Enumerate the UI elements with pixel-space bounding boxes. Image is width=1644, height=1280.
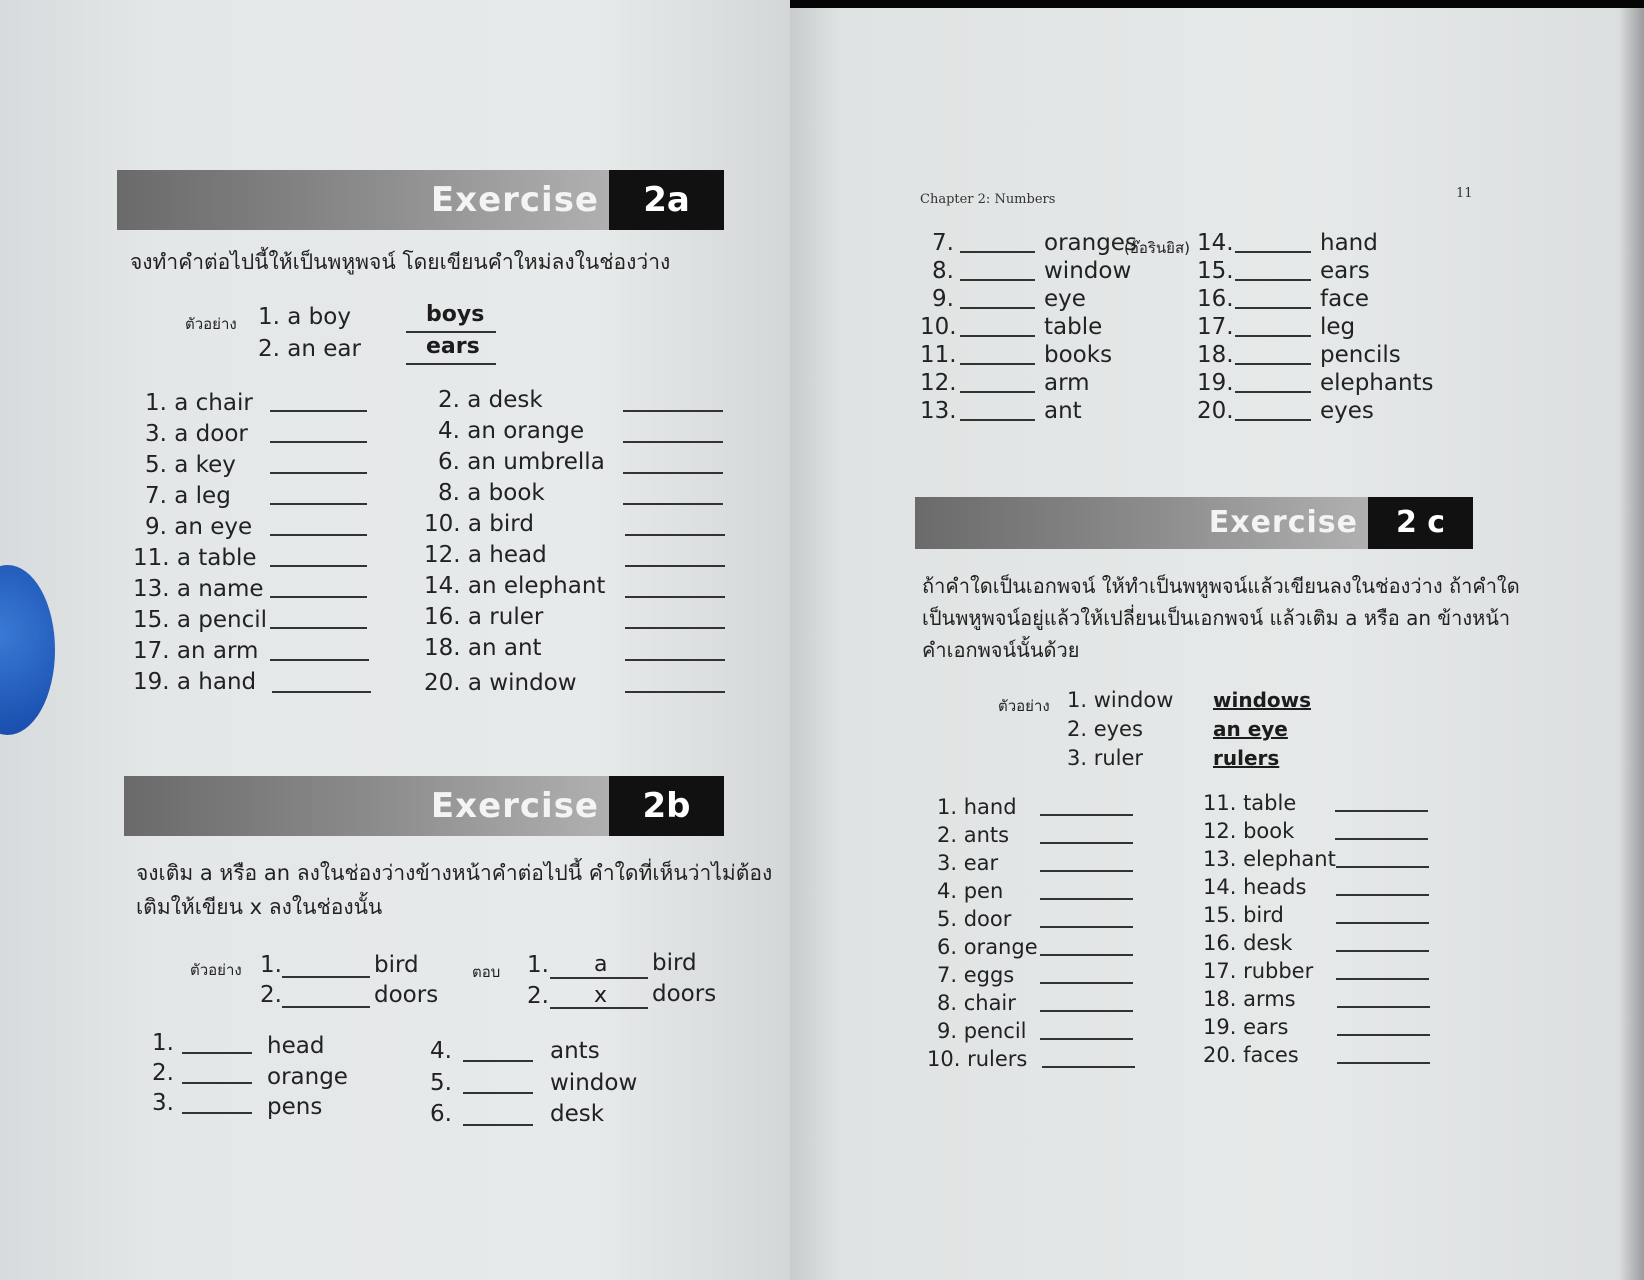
- cont-item-number: 20.: [1197, 398, 1234, 424]
- answer-blank[interactable]: [270, 659, 369, 661]
- answer-blank[interactable]: [625, 691, 725, 693]
- answer-blank[interactable]: [1040, 954, 1133, 956]
- list-item: 7. eggs: [937, 963, 1015, 987]
- answer-blank[interactable]: [960, 391, 1035, 393]
- list-item: 10. rulers: [927, 1047, 1028, 1071]
- ex2c-example-2-a: an eye: [1213, 717, 1288, 741]
- list-item: 12. a head: [424, 542, 547, 568]
- answer-blank[interactable]: [1235, 335, 1311, 337]
- answer-blank[interactable]: [625, 627, 725, 629]
- ex2b-example-2-w: doors: [374, 982, 439, 1008]
- ex2b-answer-label: ตอบ: [472, 963, 501, 981]
- answer-blank[interactable]: [1335, 838, 1428, 840]
- exercise-2a-instruction: จงทำคำต่อไปนี้ให้เป็นพหูพจน์ โดยเขียนคำใหม่ลงในช่องว่าง: [130, 250, 671, 274]
- cont-item-word: books: [1044, 342, 1113, 368]
- answer-blank[interactable]: [623, 503, 723, 505]
- exercise-2b-number: 2b: [609, 776, 724, 836]
- list-item: 6. an umbrella: [438, 449, 605, 475]
- answer-blank[interactable]: [625, 659, 725, 661]
- exercise-2c-header: [915, 497, 1473, 549]
- answer-blank[interactable]: [1337, 1062, 1430, 1064]
- ex2b-example-2-n: 2.: [260, 982, 282, 1008]
- ex2b-item-number: 5.: [430, 1070, 452, 1096]
- ex2a-example-1-line: [406, 331, 496, 333]
- answer-blank[interactable]: [1235, 419, 1311, 421]
- answer-blank[interactable]: [625, 596, 725, 598]
- list-item: 9. pencil: [937, 1019, 1027, 1043]
- list-item: 11. table: [1203, 791, 1297, 815]
- cont-item-number: 12.: [920, 370, 957, 396]
- answer-blank[interactable]: [960, 251, 1035, 253]
- answer-blank[interactable]: [1336, 978, 1429, 980]
- list-item: 14. heads: [1203, 875, 1307, 899]
- answer-blank[interactable]: [182, 1082, 252, 1084]
- exercise-2b-instruction-line-2: เติมให้เขียน x ลงในช่องนั้น: [136, 895, 383, 919]
- answer-blank[interactable]: [1336, 922, 1429, 924]
- list-item: 3. ear: [937, 851, 999, 875]
- answer-blank[interactable]: [1337, 1006, 1430, 1008]
- ex2a-example-label: ตัวอย่าง: [185, 315, 237, 333]
- answer-blank[interactable]: [182, 1112, 252, 1114]
- exercise-2a-header: [117, 170, 724, 230]
- ex2b-item-word: head: [267, 1033, 325, 1059]
- exercise-2a-number: 2a: [609, 170, 724, 230]
- exercise-2c-instruction-line-3: คำเอกพจน์นั้นด้วย: [922, 638, 1080, 662]
- ex2b-answer-1-n: 1.: [527, 952, 549, 978]
- ex2a-example-2-a: ears: [426, 334, 480, 359]
- list-item: 13. a name: [133, 576, 264, 602]
- ex2c-example-2-q: 2. eyes: [1067, 717, 1143, 741]
- ex2b-answer-blank: [550, 1007, 648, 1009]
- cont-item-number: 15.: [1197, 258, 1234, 284]
- answer-blank[interactable]: [1235, 391, 1311, 393]
- ex2a-example-2-q: 2. an ear: [258, 336, 361, 362]
- ex2b-item-word: ants: [550, 1038, 600, 1064]
- ex2b-item-word: pens: [267, 1094, 323, 1120]
- ex2b-answer-blank: [550, 977, 648, 979]
- exercise-2b-instruction-line-1: จงเติม a หรือ an ลงในช่องว่างข้างหน้าคำต่อไปนี้ คำใดที่เห็นว่าไม่ต้อง: [136, 861, 773, 885]
- answer-blank[interactable]: [1040, 1038, 1133, 1040]
- cont-item-note: (อ๊อรินยิส): [1124, 239, 1190, 257]
- ex2c-example-1-a: windows: [1213, 688, 1312, 712]
- ex2b-item-number: 4.: [430, 1038, 452, 1064]
- cont-item-word: ears: [1320, 258, 1370, 284]
- answer-blank[interactable]: [625, 534, 725, 536]
- ex2b-item-word: orange: [267, 1064, 348, 1090]
- list-item: 17. an arm: [133, 638, 259, 664]
- list-item: 16. a ruler: [424, 604, 544, 630]
- ex2b-answer-2-a: x: [594, 983, 608, 1008]
- answer-blank[interactable]: [270, 441, 367, 443]
- left-page: [0, 0, 790, 1280]
- exercise-2c-word: Exercise: [915, 497, 1368, 549]
- list-item: 1. a chair: [145, 390, 253, 416]
- cont-item-number: 8.: [932, 258, 954, 284]
- cont-item-word: leg: [1320, 314, 1356, 340]
- page-number: 11: [1456, 186, 1473, 201]
- cont-item-number: 17.: [1197, 314, 1234, 340]
- answer-blank[interactable]: [625, 565, 725, 567]
- ex2b-example-blank: [282, 1006, 370, 1008]
- list-item: 16. desk: [1203, 931, 1293, 955]
- ex2b-item-number: 6.: [430, 1101, 452, 1127]
- cont-item-number: 10.: [920, 314, 957, 340]
- exercise-2c-instruction-line-2: เป็นพหูพจน์อยู่แล้วให้เปลี่ยนเป็นเอกพจน์ แล้วเติม a หรือ an ข้างหน้า: [922, 606, 1511, 630]
- list-item: 4. an orange: [438, 418, 585, 444]
- ex2c-example-1-q: 1. window: [1067, 688, 1174, 712]
- list-item: 2. a desk: [438, 387, 543, 413]
- cont-item-word: hand: [1320, 230, 1378, 256]
- ex2b-answer-1-w: bird: [652, 950, 697, 976]
- cont-item-number: 18.: [1197, 342, 1234, 368]
- exercise-2b-header: [124, 776, 724, 836]
- cont-item-number: 7.: [932, 230, 954, 256]
- list-item: 7. a leg: [145, 483, 231, 509]
- list-item: 8. a book: [438, 480, 545, 506]
- ex2b-example-blank: [282, 976, 370, 978]
- list-item: 17. rubber: [1203, 959, 1314, 983]
- answer-blank[interactable]: [1040, 1010, 1133, 1012]
- answer-blank[interactable]: [960, 419, 1035, 421]
- answer-blank[interactable]: [1235, 307, 1311, 309]
- ex2b-answer-2-n: 2.: [527, 983, 549, 1009]
- answer-blank[interactable]: [270, 534, 367, 536]
- list-item: 4. pen: [937, 879, 1004, 903]
- list-item: 15. a pencil: [133, 607, 268, 633]
- chapter-header: Chapter 2: Numbers: [920, 192, 1056, 207]
- answer-blank[interactable]: [463, 1092, 533, 1094]
- answer-blank[interactable]: [182, 1052, 252, 1054]
- list-item: 20. a window: [424, 670, 577, 696]
- list-item: 20. faces: [1203, 1043, 1299, 1067]
- answer-blank[interactable]: [623, 472, 723, 474]
- answer-blank[interactable]: [960, 307, 1035, 309]
- ex2b-item-word: window: [550, 1070, 638, 1096]
- answer-blank[interactable]: [1040, 982, 1133, 984]
- answer-blank[interactable]: [960, 363, 1035, 365]
- answer-blank[interactable]: [1040, 898, 1133, 900]
- cont-item-word: window: [1044, 258, 1132, 284]
- exercise-2a-word: Exercise: [117, 170, 609, 230]
- list-item: 19. ears: [1203, 1015, 1289, 1039]
- cont-item-word: face: [1320, 286, 1369, 312]
- answer-blank[interactable]: [272, 691, 371, 693]
- list-item: 12. book: [1203, 819, 1295, 843]
- ex2c-example-3-q: 3. ruler: [1067, 746, 1144, 770]
- list-item: 8. chair: [937, 991, 1016, 1015]
- ex2a-example-2-line: [406, 363, 496, 365]
- answer-blank[interactable]: [960, 279, 1035, 281]
- thumb-blob: [0, 565, 55, 735]
- cont-item-number: 11.: [920, 342, 957, 368]
- list-item: 2. ants: [937, 823, 1010, 847]
- answer-blank[interactable]: [960, 335, 1035, 337]
- answer-blank[interactable]: [270, 472, 367, 474]
- ex2b-example-1-w: bird: [374, 952, 419, 978]
- answer-blank[interactable]: [1040, 926, 1133, 928]
- answer-blank[interactable]: [1336, 950, 1429, 952]
- answer-blank[interactable]: [270, 410, 367, 412]
- answer-blank[interactable]: [1235, 251, 1311, 253]
- cont-item-number: 14.: [1197, 230, 1234, 256]
- ex2b-answer-2-w: doors: [652, 981, 717, 1007]
- answer-blank[interactable]: [1336, 866, 1429, 868]
- answer-blank[interactable]: [1336, 894, 1429, 896]
- cont-item-number: 19.: [1197, 370, 1234, 396]
- list-item: 5. a key: [145, 452, 236, 478]
- ex2b-item-word: desk: [550, 1101, 605, 1127]
- list-item: 3. a door: [145, 421, 248, 447]
- cont-item-word: ant: [1044, 398, 1082, 424]
- answer-blank[interactable]: [1235, 363, 1311, 365]
- answer-blank[interactable]: [1235, 279, 1311, 281]
- exercise-2c-instruction-line-1: ถ้าคำใดเป็นเอกพจน์ ให้ทำเป็นพหูพจน์แล้วเขียนลงในช่องว่าง ถ้าคำใด: [922, 574, 1520, 598]
- cont-item-number: 9.: [932, 286, 954, 312]
- answer-blank[interactable]: [1335, 810, 1428, 812]
- answer-blank[interactable]: [1042, 1066, 1135, 1068]
- list-item: 15. bird: [1203, 903, 1284, 927]
- answer-blank[interactable]: [463, 1124, 533, 1126]
- answer-blank[interactable]: [463, 1060, 533, 1062]
- ex2a-example-1-q: 1. a boy: [258, 304, 351, 330]
- list-item: 18. arms: [1203, 987, 1296, 1011]
- answer-blank[interactable]: [270, 565, 367, 567]
- list-item: 14. an elephant: [424, 573, 606, 599]
- answer-blank[interactable]: [1337, 1034, 1430, 1036]
- ex2b-example-1-n: 1.: [260, 952, 282, 978]
- cont-item-word: pencils: [1320, 342, 1401, 368]
- ex2b-answer-1-a: a: [594, 952, 608, 977]
- ex2b-item-number: 1.: [152, 1030, 174, 1056]
- ex2a-example-1-a: boys: [426, 302, 485, 327]
- exercise-2c-number: 2 c: [1368, 497, 1473, 549]
- cont-item-number: 16.: [1197, 286, 1234, 312]
- cont-item-word: arm: [1044, 370, 1090, 396]
- list-item: 19. a hand: [133, 669, 257, 695]
- cont-item-number: 13.: [920, 398, 957, 424]
- answer-blank[interactable]: [1040, 870, 1133, 872]
- right-page: [790, 8, 1644, 1280]
- list-item: 6. orange: [937, 935, 1038, 959]
- answer-blank[interactable]: [1040, 842, 1133, 844]
- answer-blank[interactable]: [623, 410, 723, 412]
- cont-item-word: eye: [1044, 286, 1086, 312]
- answer-blank[interactable]: [270, 627, 367, 629]
- answer-blank[interactable]: [623, 441, 723, 443]
- answer-blank[interactable]: [1040, 814, 1133, 816]
- list-item: 18. an ant: [424, 635, 542, 661]
- cont-item-word: elephants: [1320, 370, 1434, 396]
- list-item: 10. a bird: [424, 511, 534, 537]
- cont-item-word: oranges: [1044, 230, 1137, 256]
- list-item: 5. door: [937, 907, 1012, 931]
- list-item: 9. an eye: [145, 514, 253, 540]
- ex2c-example-3-a: rulers: [1213, 746, 1280, 770]
- cont-item-word: table: [1044, 314, 1103, 340]
- answer-blank[interactable]: [270, 596, 367, 598]
- ex2b-example-label: ตัวอย่าง: [190, 961, 242, 979]
- list-item: 13. elephant: [1203, 847, 1336, 871]
- ex2b-item-number: 2.: [152, 1060, 174, 1086]
- list-item: 11. a table: [133, 545, 257, 571]
- ex2b-item-number: 3.: [152, 1090, 174, 1116]
- exercise-2b-word: Exercise: [124, 776, 609, 836]
- ex2c-example-label: ตัวอย่าง: [998, 697, 1050, 715]
- list-item: 1. hand: [937, 795, 1017, 819]
- answer-blank[interactable]: [270, 503, 367, 505]
- cont-item-word: eyes: [1320, 398, 1374, 424]
